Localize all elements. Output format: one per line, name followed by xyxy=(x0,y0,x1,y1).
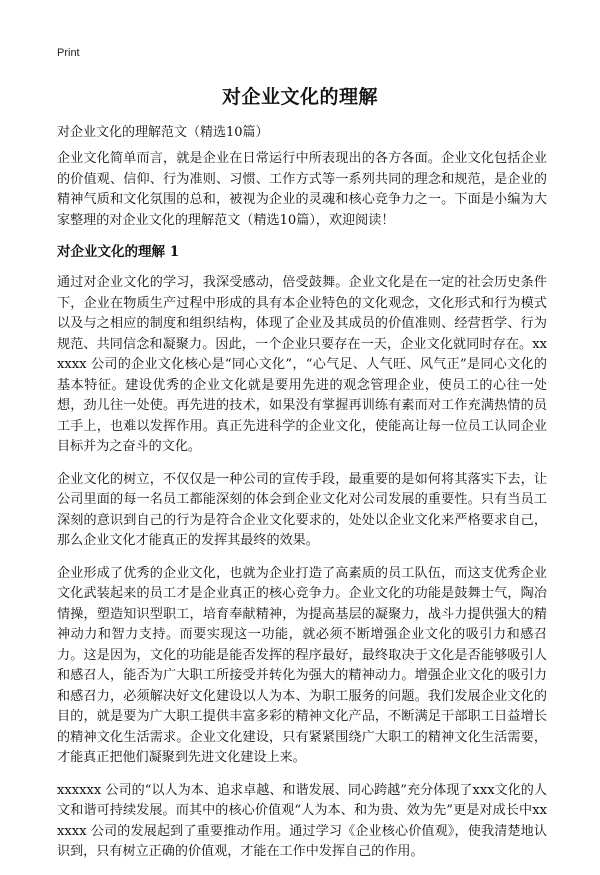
body-paragraph: 企业形成了优秀的企业文化，也就为企业打造了高素质的员工队伍，而这支优秀企业文化武装起来的员工才是企业真正的核心竞争力。企业文化的功能是鼓舞士气，陶冶情操，塑造知识型职工，培育奉献精神，为提高基层的凝聚力，战斗力提供强大的精神动力和智力支持。而要实现这一功能，就必须不断增强企业文化的吸引力和感召力。这是因为，文化的功能是能否发挥的程序最好，最终取决于文化是否能够吸引人和感召人，能否为广大职工所接受并转化为强大的精神动力。增强企业文化的吸引力和感召力，必须解决好文化建设以人为本、为职工服务的问题。我们发展企业文化的目的，就是要为广大职工提供丰富多彩的精神文化产品，不断满足干部职工日益增长的精神文化生活需求。企业文化建设，只有紧紧围绕广大职工的精神文化生活需要，才能真正把他们凝聚到先进文化建设上来。 xyxy=(57,565,547,765)
body-paragraph: xxxxxx 公司的“以人为本、追求卓越、和谐发展、同心跨越”充分体现了xxx文化的人文和谐可持续发展。而其中的核心价值观“人为本、和为贵、效为先”更是对成长中xxxxxx 公司的发展起到了重要推动作用。通过学习《企业核心价值观》，使我清楚地认识到，只有树立正确的价值观，才能在工作中发挥自己的作用。 xyxy=(57,782,547,859)
article-body xyxy=(57,149,547,875)
section-heading: 对企业文化的理解 1 xyxy=(57,244,180,260)
body-paragraph: 企业文化的树立，不仅仅是一种公司的宣传手段，最重要的是如何将其落实下去，让公司里面的每一名员工都能深刻的体会到企业文化对公司发展的重要性。只有当员工深刻的意识到自己的行为是符合企业文化要求的，处处以企业文化来严格要求自己，那么企业文化才能真正的发挥其最终的效果。 xyxy=(57,471,547,548)
subtitle: 对企业文化的理解范文（精选10篇） xyxy=(57,125,269,140)
print-label: Print xyxy=(57,47,80,59)
page-title: 对企业文化的理解 xyxy=(221,86,378,108)
body-paragraph: 通过对企业文化的学习，我深受感动，倍受鼓舞。企业文化是在一定的社会历史条件下，企业在物质生产过程中形成的具有本企业特色的文化观念，文化形式和行为模式以及与之相应的制度和组织结构，体现了企业及其成员的价值准则、经营哲学、行为规范、共同信念和凝聚力。因此，一个企业只要存在一天，企业文化就同时存在。xxxxxx 公司的企业文化核心是“同心文化”，“心气足、人气旺、风气正”是同心文化的基本特征。建设优秀的企业文化就是要用先进的观念管理企业，使员工的心往一处想，劲儿往一处使。再先进的技术，如果没有掌握再训练有素而对工作充满热情的员工手上，也难以发挥作用。真正先进科学的企业文化，使能高让每一位员工认同企业目标并为之奋斗的文化。 xyxy=(57,275,547,454)
intro-paragraph: 企业文化简单而言，就是企业在日常运行中所表现出的各方各面。企业文化包括企业的价值观、信仰、行为准则、习惯、工作方式等一系列共同的理念和规范，是企业的精神气质和文化氛围的总和，被视为企业的灵魂和核心竞争力之一。下面是小编为大家整理的对企业文化的理解范文（精选10篇），欢迎阅读！ xyxy=(57,151,547,228)
